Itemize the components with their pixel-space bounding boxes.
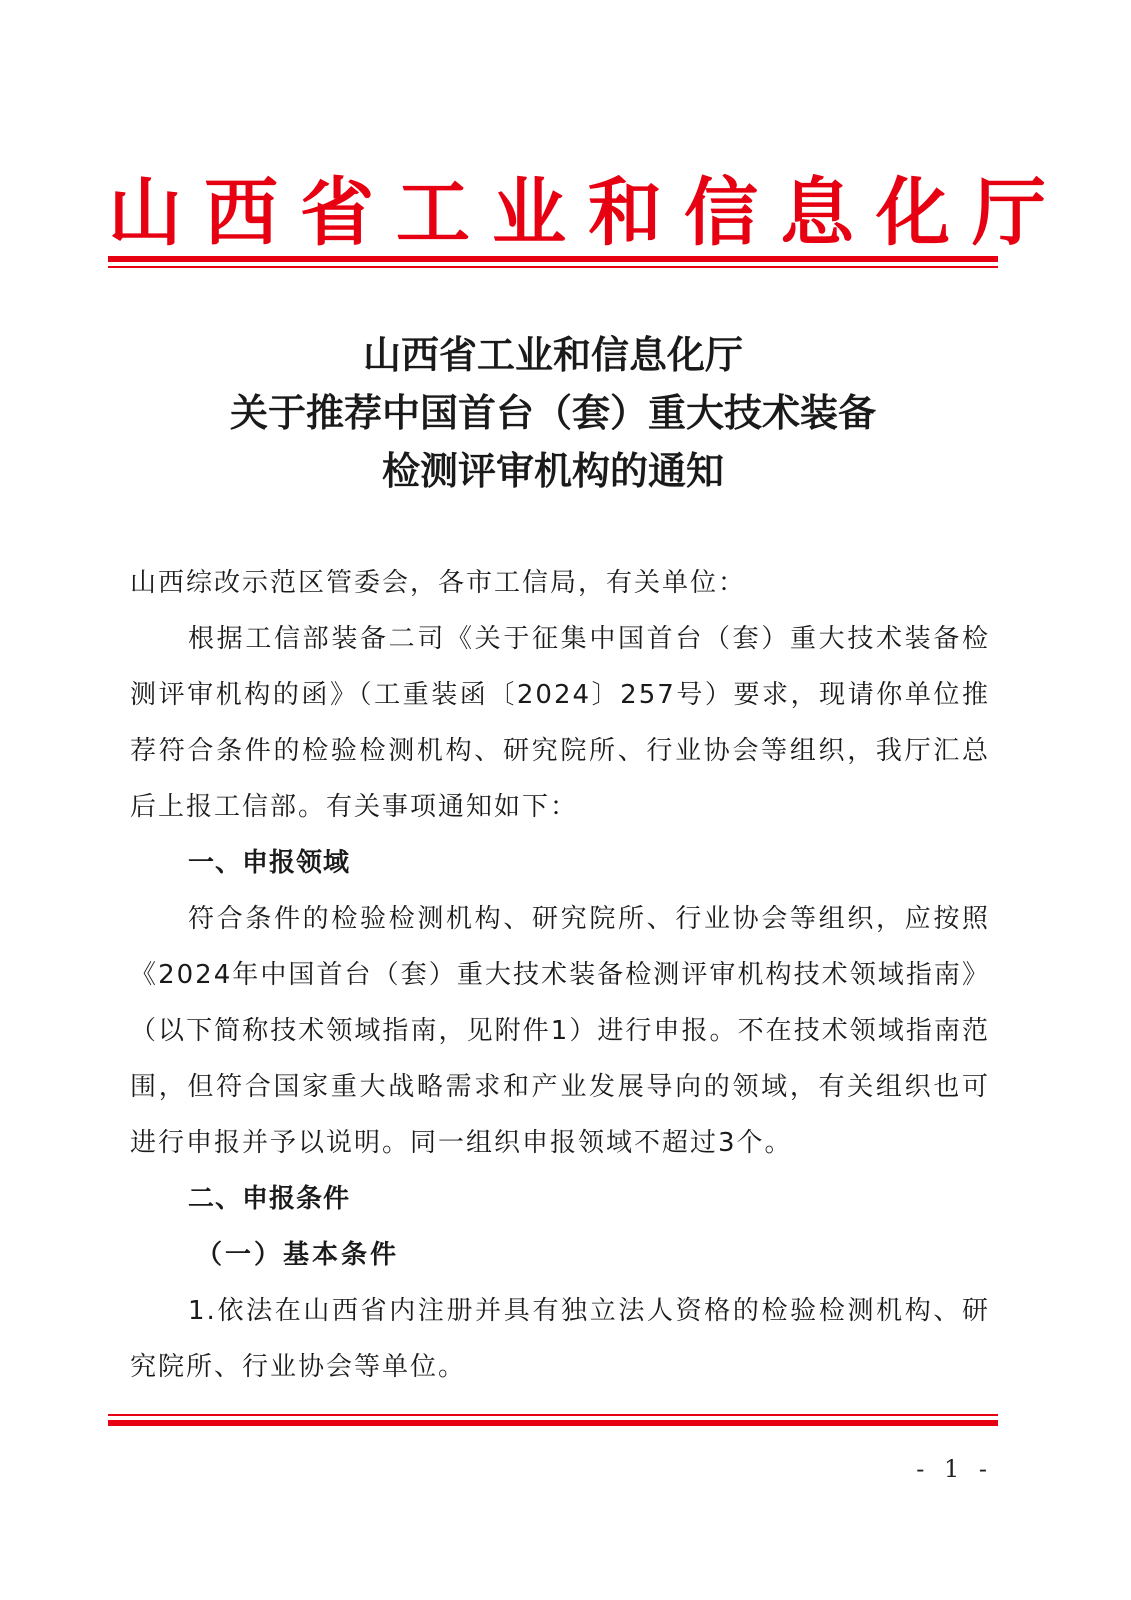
title-line-1: 山西省工业和信息化厅 [362, 332, 743, 377]
document-title [108, 326, 998, 500]
title-line-3: 检测评审机构的通知 [381, 448, 724, 493]
salutation: 山西综改示范区管委会，各市工信局，有关单位： [130, 568, 747, 598]
footer-red-rule-thin [108, 1414, 998, 1416]
header-red-rule-thin [108, 266, 998, 268]
footer-red-rule-thick [108, 1420, 998, 1426]
intro-paragraph: 根据工信部装备二司《关于征集中国首台（套）重大技术装备检测评审机构的函》（工重装函〔2024〕257号）要求，现请你单位推荐符合条件的检验检测机构、研究院所、行业协会等组织，我厅汇总后上报工信部。有关事项通知如下： [130, 624, 990, 822]
title-line-2: 关于推荐中国首台（套）重大技术装备 [229, 390, 876, 435]
page-number: - 1 - [916, 1455, 993, 1483]
item-1-paragraph: 1.依法在山西省内注册并具有独立法人资格的检验检测机构、研究院所、行业协会等单位。 [130, 1296, 990, 1382]
section-2-heading: 二、申报条件 [188, 1184, 351, 1214]
section-1-paragraph: 符合条件的检验检测机构、研究院所、行业协会等组织，应按照《2024年中国首台（套）重大技术装备检测评审机构技术领域指南》（以下简称技术领域指南，见附件1）进行申报。不在技术领域指南范围，但符合国家重大战略需求和产业发展导向的领域，有关组织也可进行申报并予以说明。同一组织申报领域不超过3个。 [130, 904, 990, 1158]
header-red-rule-thick [108, 256, 998, 262]
section-1-heading: 一、申报领域 [188, 848, 351, 878]
subsection-1-heading: （一）基本条件 [196, 1240, 400, 1270]
agency-red-header: 山西省工业和信息化厅 [108, 170, 1068, 256]
document-body [130, 555, 990, 1395]
